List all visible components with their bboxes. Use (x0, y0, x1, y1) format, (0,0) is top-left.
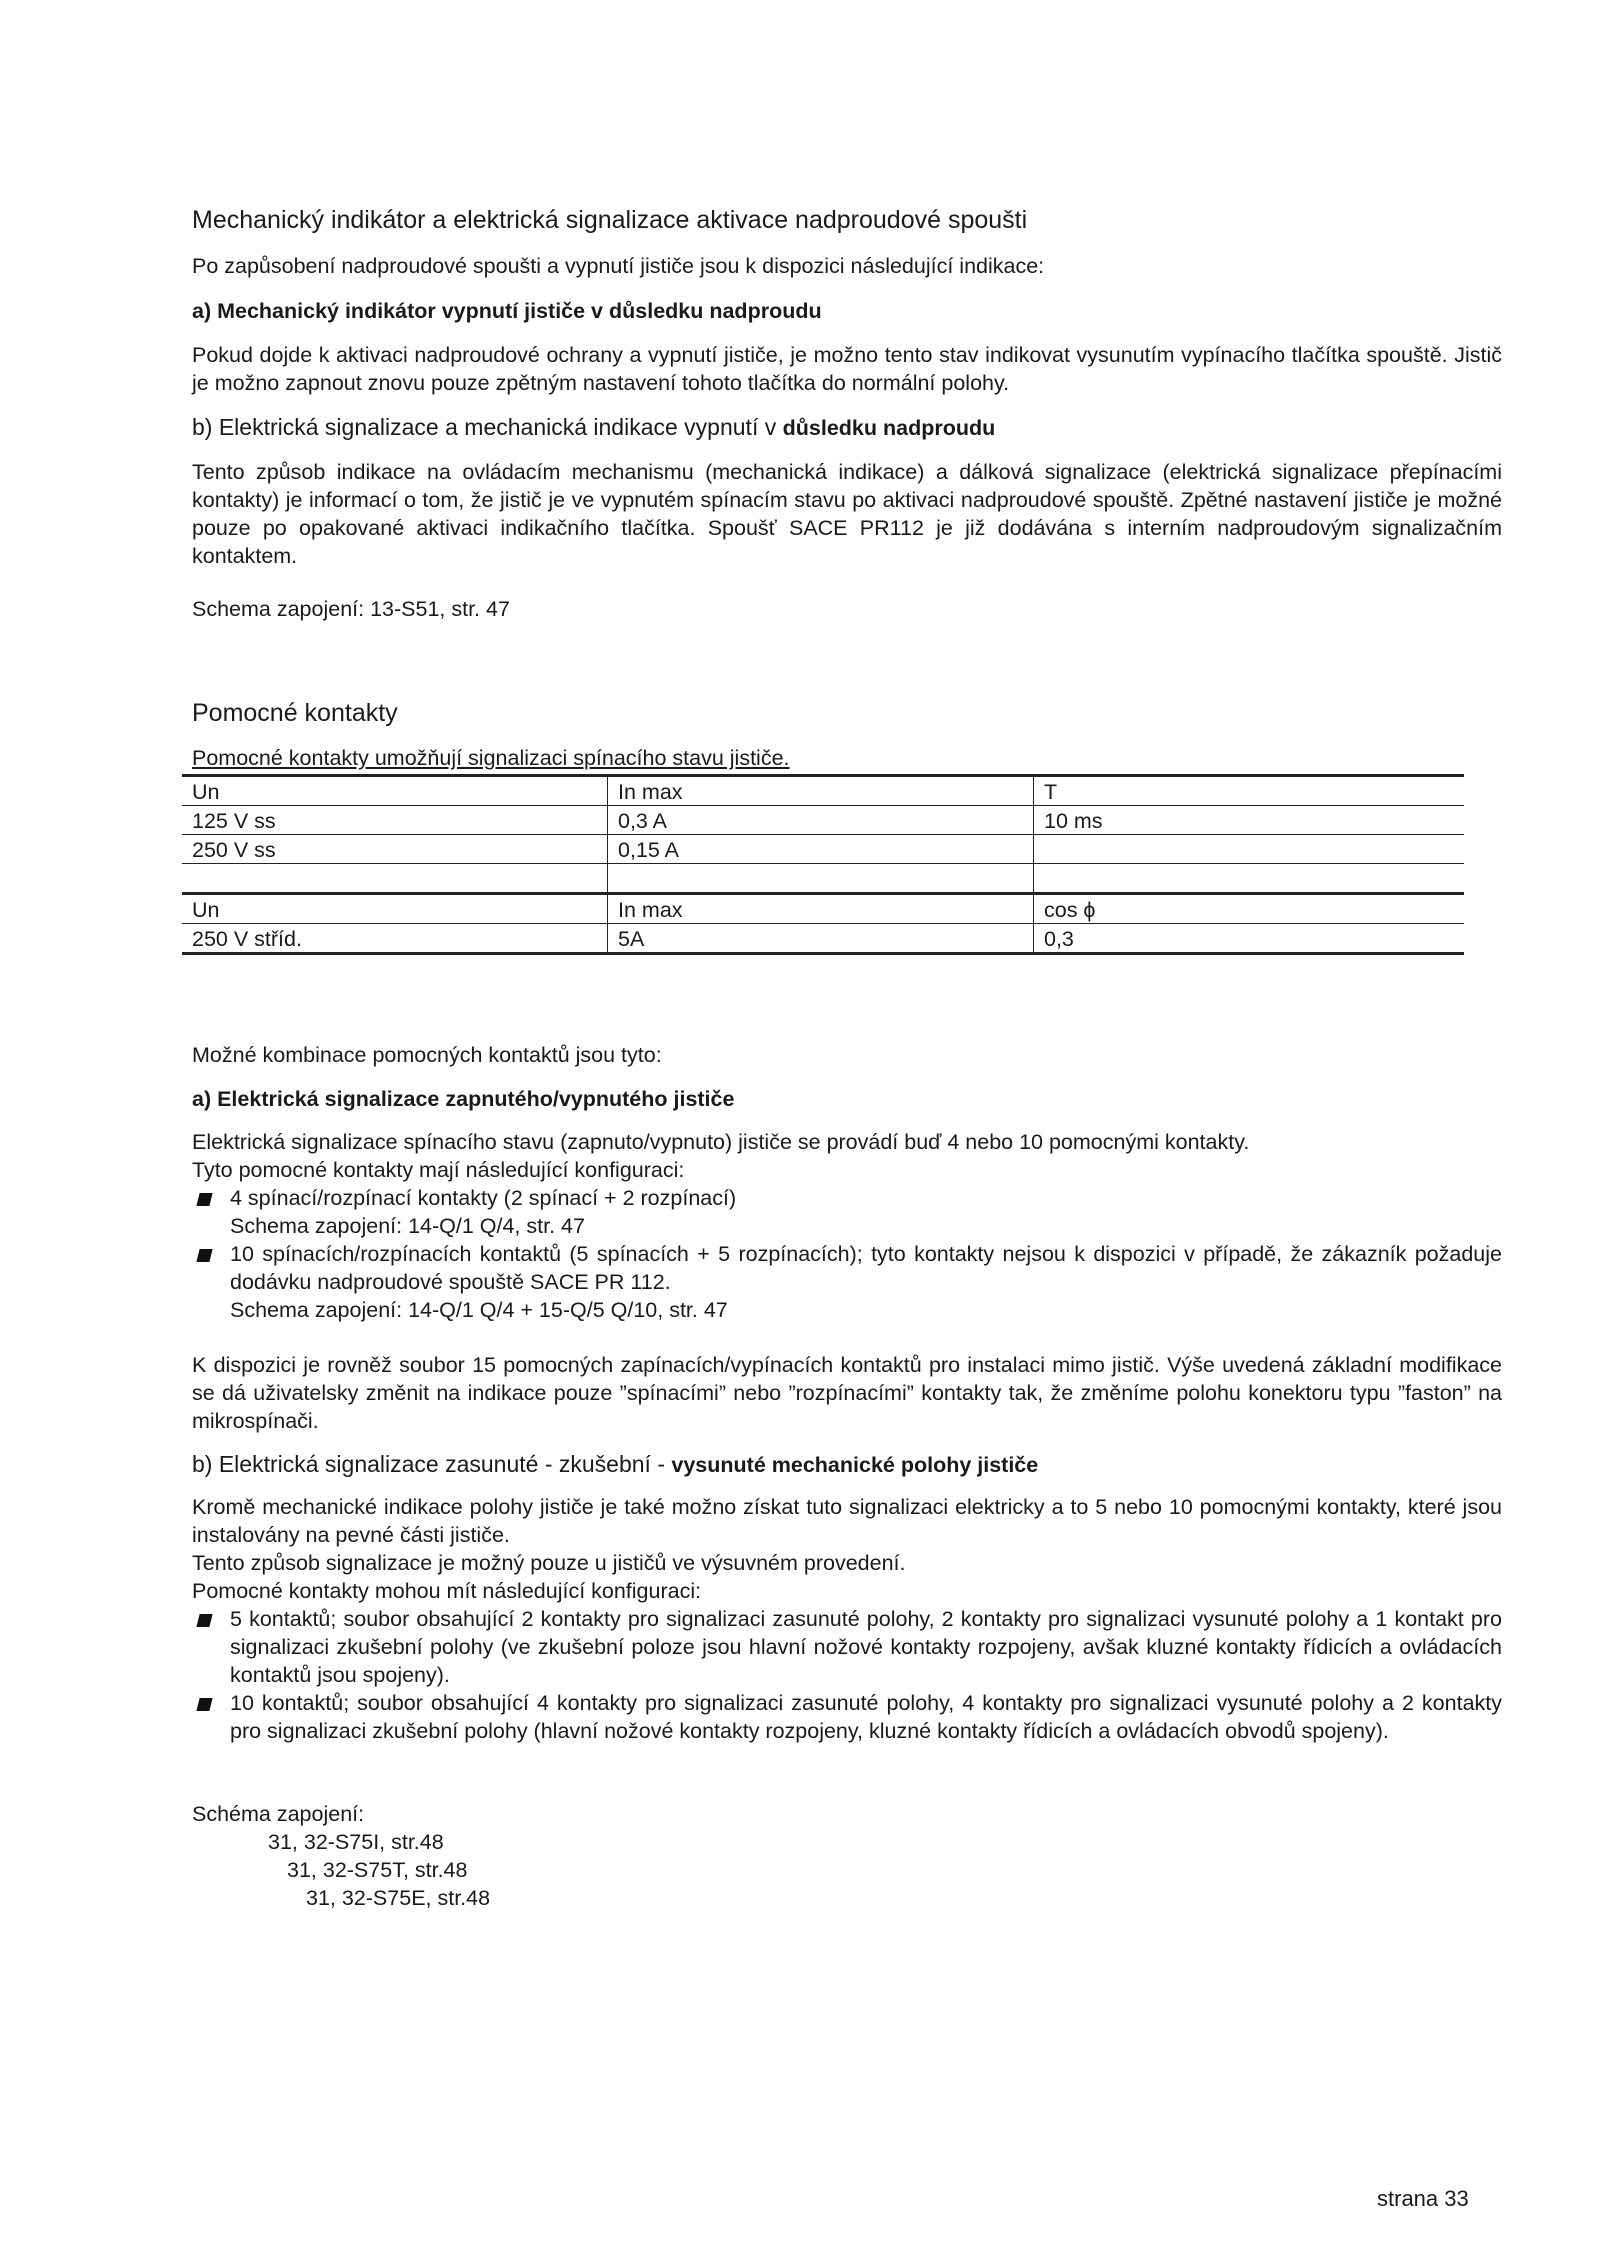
section-title-aux-contacts: Pomocné kontakty (192, 699, 398, 727)
section-title-indicator: Mechanický indikátor a elektrická signalizace aktivace nadproudové spoušti (192, 206, 1028, 234)
table-cell: 0,3 (1034, 924, 1465, 954)
table-header-cell: T (1034, 776, 1465, 806)
table-header-cell: cos ϕ (1034, 894, 1465, 924)
paragraph-a2-line1: Elektrická signalizace spínacího stavu (zapnuto/vypnuto) jističe se provádí buď 4 nebo 10 pomocnými kontakty. (192, 1130, 1250, 1154)
subheading-a2: a) Elektrická signalizace zapnutého/vypnutého jističe (192, 1087, 735, 1111)
table-row (182, 806, 1464, 835)
table-row (182, 924, 1464, 954)
list-item: 4 spínací/rozpínací kontakty (2 spínací + 2 rozpínací) (230, 1186, 737, 1210)
list-item: 10 spínacích/rozpínacích kontaktů (5 spínacích + 5 rozpínacích); tyto kontakty nejsou k dispozici v případě, že zákazník požaduje dodávku nadproudové spouště SACE PR 112. (230, 1242, 1502, 1294)
bullet-icon (196, 1249, 212, 1262)
table-cell (1034, 835, 1465, 864)
combinations-intro: Možné kombinace pomocných kontaktů jsou tyto: (192, 1043, 662, 1067)
schema-title: Schéma zapojení: (192, 1802, 365, 1826)
paragraph-extra: K dispozici je rovněž soubor 15 pomocných zapínacích/vypínacích kontaktů pro instalaci mimo jistič. Výše uvedená základní modifikace se dá uživatelsky změnit na indikace pouze ”spínacími” nebo ”rozpínacími” kontakty tak, že změníme polohu konektoru typu ”faston” na mikrospínači. (192, 1353, 1502, 1433)
subheading-b2: b) Elektrická signalizace zasunuté - zkušební - vysunuté mechanické polohy jističe (192, 1451, 1039, 1477)
table-row (182, 835, 1464, 864)
table-header-cell: Un (182, 894, 608, 924)
aux-intro: Pomocné kontakty umožňují signalizaci spínacího stavu jističe. (192, 746, 790, 770)
contacts-table (182, 774, 1464, 955)
table-row-spacer (182, 864, 1464, 894)
bullet-icon (196, 1698, 212, 1711)
list-item-schema: Schema zapojení: 14-Q/1 Q/4 + 15-Q/5 Q/10, str. 47 (230, 1298, 728, 1322)
table-cell: 0,15 A (608, 835, 1034, 864)
subheading-b: b) Elektrická signalizace a mechanická indikace vypnutí v důsledku nadproudu (192, 414, 996, 440)
table-cell: 250 V ss (182, 835, 608, 864)
schema-item: 31, 32-S75E, str.48 (306, 1886, 491, 1910)
intro-text: Po zapůsobení nadproudové spoušti a vypnutí jističe jsou k dispozici následující indikace: (192, 254, 1045, 278)
schema-item: 31, 32-S75T, str.48 (287, 1858, 468, 1882)
paragraph-b2-line: Pomocné kontakty mohou mít následující konfiguraci: (192, 1579, 702, 1603)
table-cell: 5A (608, 924, 1034, 954)
table-cell: 10 ms (1034, 806, 1465, 835)
table-cell: 125 V ss (182, 806, 608, 835)
bullet-icon (196, 1614, 212, 1627)
paragraph-b2-line: Tento způsob signalizace je možný pouze u jističů ve výsuvném provedení. (192, 1551, 906, 1575)
list-item: 10 kontaktů; soubor obsahující 4 kontakty pro signalizaci zasunuté polohy, 4 kontakty pro signalizaci vysunuté polohy a 2 kontakty pro signalizaci zkušební polohy (hlavní nožové kontakty rozpojeny, kluzné kontakty řídicích a ovládacích obvodů spojeny). (230, 1691, 1502, 1743)
page-number: strana 33 (1377, 2186, 1469, 2211)
table-cell: 250 V stříd. (182, 924, 608, 954)
paragraph-a: Pokud dojde k aktivaci nadproudové ochrany a vypnutí jističe, je možno tento stav indikovat vysunutím vypínacího tlačítka spouště. Jistič je možno zapnout znovu pouze zpětným nastavení tohoto tlačítka do normální polohy. (192, 343, 1502, 395)
paragraph-b: Tento způsob indikace na ovládacím mechanismu (mechanická indikace) a dálková signalizace (elektrická signalizace přepínacími kontakty) je informací o tom, že jistič je ve vypnutém spínacím stavu po aktivaci nadproudové spouště. Zpětné nastavení jističe je možné pouze po opakované aktivaci indikačního tlačítka. Spoušť SACE PR112 je již dodávána s interním nadproudovým signalizačním kontaktem. (192, 460, 1502, 568)
schema-reference: Schema zapojení: 13-S51, str. 47 (192, 597, 510, 621)
bullet-icon (196, 1193, 212, 1206)
table-row (182, 894, 1464, 924)
list-item-schema: Schema zapojení: 14-Q/1 Q/4, str. 47 (230, 1214, 585, 1238)
paragraph-b2: Kromě mechanické indikace polohy jističe je také možno získat tuto signalizaci elektricky a to 5 nebo 10 pomocnými kontakty, které jsou instalovány na pevné části jističe. (192, 1495, 1502, 1547)
table-row (182, 776, 1464, 806)
table-header-cell: In max (608, 776, 1034, 806)
table-header-cell: Un (182, 776, 608, 806)
paragraph-a2-line2: Tyto pomocné kontakty mají následující konfiguraci: (192, 1158, 685, 1182)
table-header-cell: In max (608, 894, 1034, 924)
table-cell: 0,3 A (608, 806, 1034, 835)
schema-item: 31, 32-S75I, str.48 (268, 1830, 444, 1854)
list-item: 5 kontaktů; soubor obsahující 2 kontakty pro signalizaci zasunuté polohy, 2 kontakty pro signalizaci vysunuté polohy a 1 kontakt pro signalizaci zkušební polohy (ve zkušební poloze jsou hlavní nožové kontakty rozpojeny, avšak kluzné kontakty řídicích a ovládacích kontaktů jsou spojeny). (230, 1607, 1502, 1687)
subheading-a: a) Mechanický indikátor vypnutí jističe v důsledku nadproudu (192, 299, 822, 323)
